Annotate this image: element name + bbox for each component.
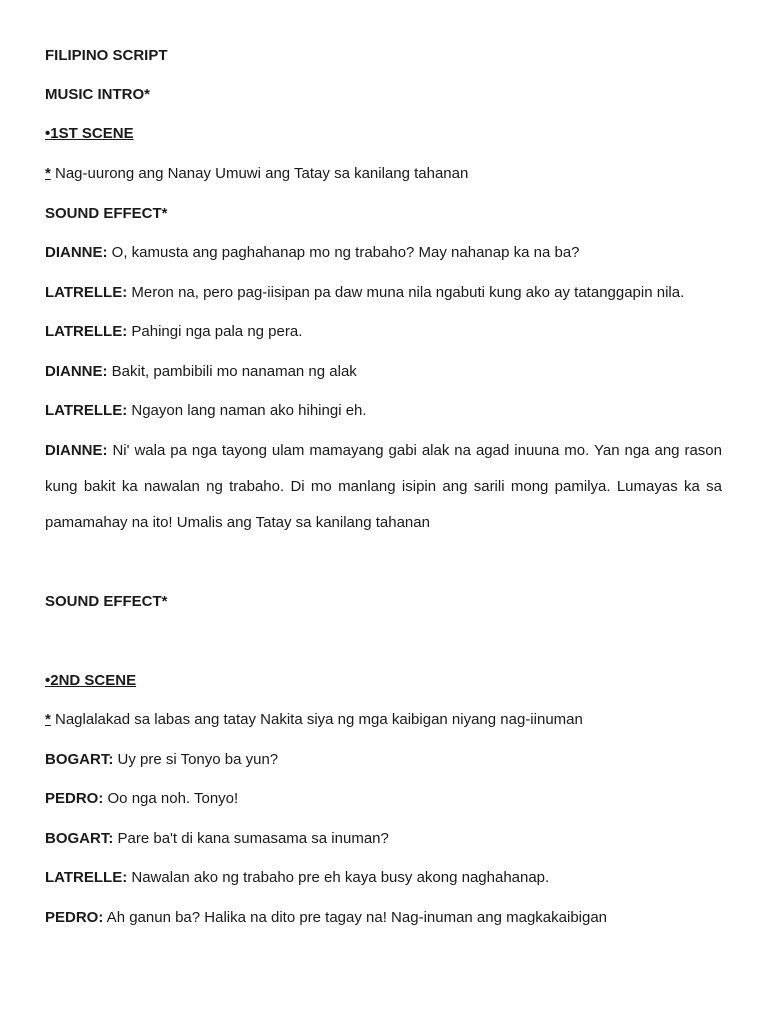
dialogue-line (45, 323, 722, 341)
speaker-name: LATRELLE: (45, 284, 128, 301)
direction-text: Nag-uurong ang Nanay Umuwi ang Tatay sa kanilang tahanan (50, 165, 469, 182)
dialogue-line (45, 830, 722, 848)
speaker-name: LATRELLE: (45, 402, 128, 419)
dialogue-text: Oo nga noh. Tonyo! (103, 790, 239, 807)
dialogue-line (45, 284, 722, 302)
dialogue-line (45, 790, 722, 808)
dialogue-line (45, 751, 722, 769)
dialogue-text: Ni' wala pa nga tayong ulam mamayang gabi alak na agad inuuna mo. Yan nga ang rason kung bakit ka nawalan ng trabaho. Di mo manlang isipin ang sarili mong pamilya. Lumayas ka sa pamamahay na ito! Umalis ang Tatay sa kanilang tahanan (45, 442, 722, 531)
dialogue-text: Pare ba't di kana sumasama sa inuman? (113, 830, 389, 847)
dialogue-text: Bakit, pambibili mo nanaman ng alak (107, 363, 357, 380)
direction-marker: * (45, 711, 51, 728)
dialogue-line (45, 244, 722, 262)
dialogue-line (45, 363, 722, 381)
dialogue-text: Pahingi nga pala ng pera. (127, 323, 303, 340)
music-intro-cue: MUSIC INTRO* (45, 86, 150, 103)
scene-2-stage-direction (45, 711, 722, 729)
document-title: FILIPINO SCRIPT (45, 47, 168, 64)
speaker-name: PEDRO: (45, 909, 104, 926)
dialogue-text: Ngayon lang naman ako hihingi eh. (127, 402, 367, 419)
dialogue-line (45, 402, 722, 420)
dialogue-paragraph (45, 433, 722, 541)
dialogue-text: Ah ganun ba? Halika na dito pre tagay na! Nag-inuman ang magkakaibigan (103, 909, 608, 926)
dialogue-text: O, kamusta ang paghahanap mo ng trabaho? May nahanap ka na ba? (107, 244, 580, 261)
speaker-name: DIANNE: (45, 244, 108, 261)
sound-effect-cue: SOUND EFFECT* (45, 593, 168, 610)
speaker-name: LATRELLE: (45, 869, 128, 886)
scene-2-heading: •2ND SCENE (45, 672, 137, 689)
dialogue-text: Meron na, pero pag-iisipan pa daw muna nila ngabuti kung ako ay tatanggapin nila. (127, 284, 685, 301)
dialogue-line (45, 869, 722, 887)
speaker-name: BOGART: (45, 751, 114, 768)
speaker-name: DIANNE: (45, 363, 108, 380)
speaker-name: PEDRO: (45, 790, 104, 807)
scene-1-heading: •1ST SCENE (45, 125, 134, 142)
speaker-name: BOGART: (45, 830, 114, 847)
direction-marker: * (45, 165, 51, 182)
speaker-name: LATRELLE: (45, 323, 128, 340)
scene-1-stage-direction (45, 165, 722, 183)
speaker-name: DIANNE: (45, 442, 108, 459)
direction-text: Naglalakad sa labas ang tatay Nakita siya ng mga kaibigan niyang nag-iinuman (50, 711, 583, 728)
dialogue-line (45, 909, 722, 927)
sound-effect-cue: SOUND EFFECT* (45, 205, 168, 222)
dialogue-text: Uy pre si Tonyo ba yun? (113, 751, 279, 768)
dialogue-text: Nawalan ako ng trabaho pre eh kaya busy akong naghahanap. (127, 869, 550, 886)
